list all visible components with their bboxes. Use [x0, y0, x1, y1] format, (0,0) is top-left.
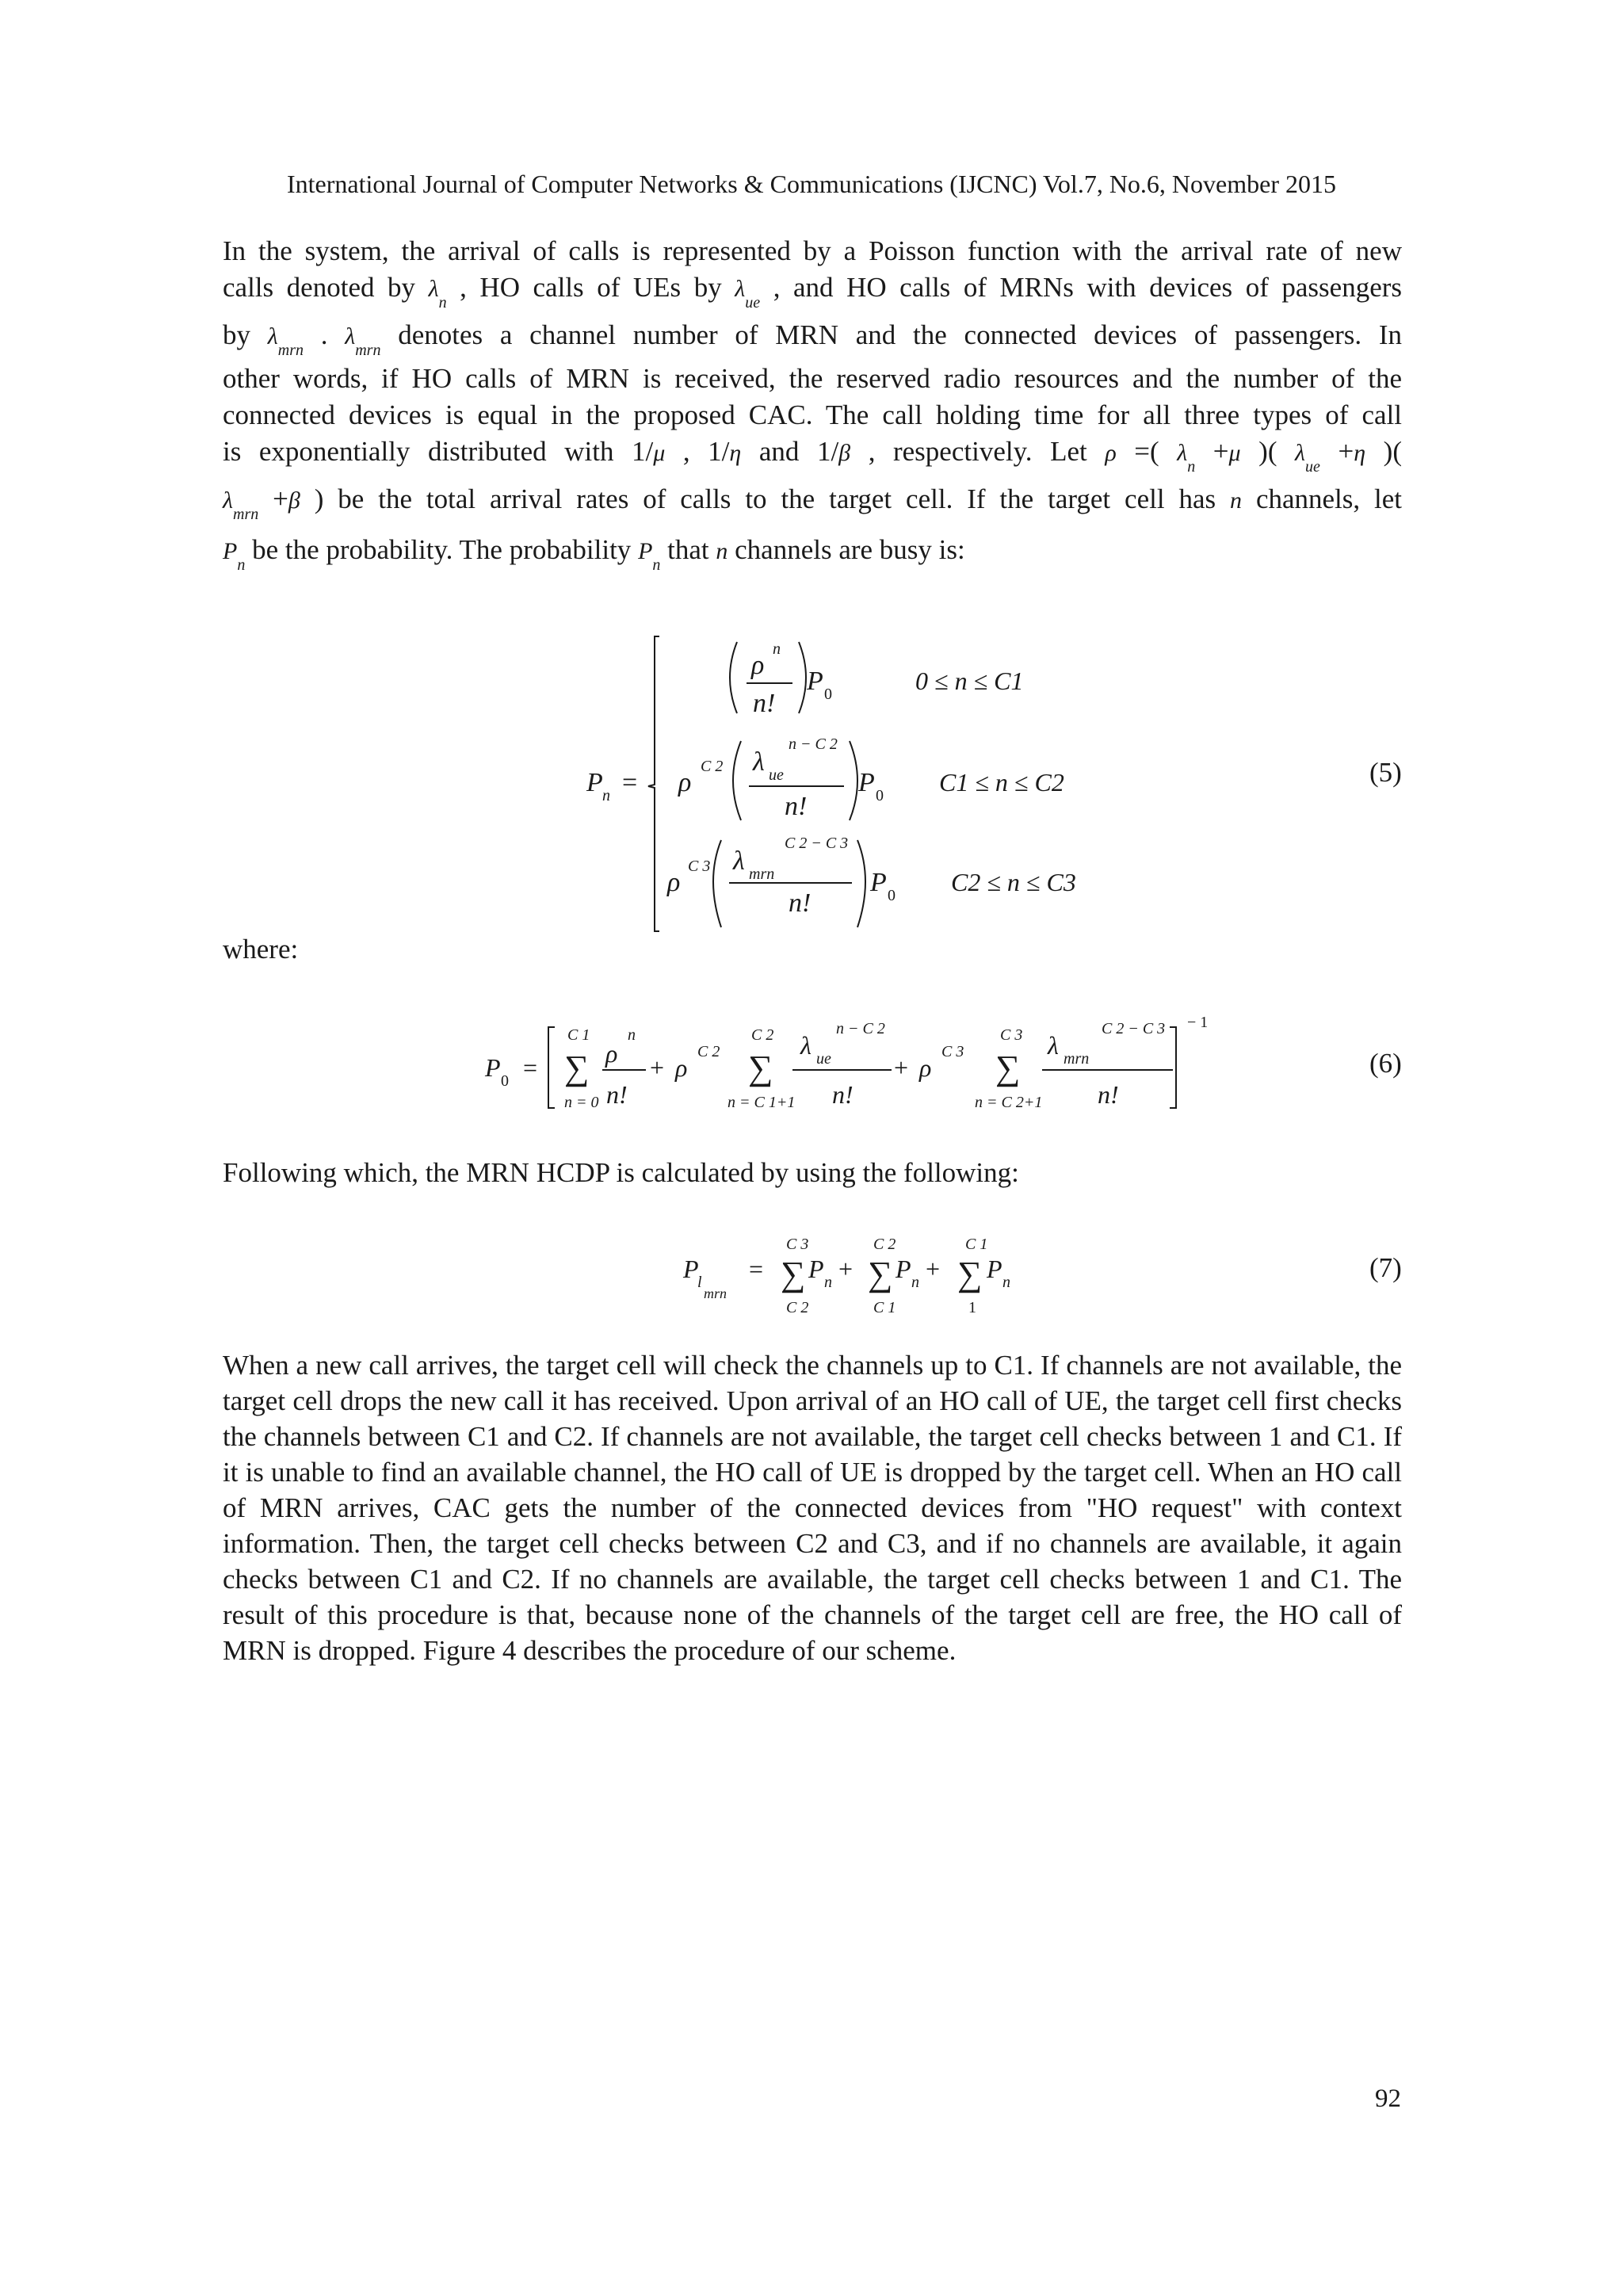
svg-text:=: =: [523, 1053, 538, 1082]
svg-text:mrn: mrn: [749, 865, 775, 883]
journal-header: International Journal of Computer Networks & Communications (IJCNC) Vol.7, No.6, November 2015: [287, 170, 1336, 198]
svg-text:n − C 2: n − C 2: [789, 735, 838, 753]
text-line: is exponentially distributed with 1/μ , 1/η and 1/β , respectively. Let ρ =( $\lambda_n +\mu$ )( $\lambda_{ue} +\eta$ )(: [223, 436, 1402, 476]
paragraph-arrival-model: [223, 233, 1402, 575]
svg-text:n: n: [628, 1026, 636, 1044]
svg-text:n − C 2: n − C 2: [836, 1020, 885, 1037]
equation-7-number: (7): [1369, 1252, 1402, 1283]
svg-text:0: 0: [876, 787, 884, 804]
svg-text:λ: λ: [1048, 1031, 1059, 1060]
svg-text:+: +: [894, 1053, 909, 1082]
svg-text:C 2: C 2: [786, 1299, 809, 1316]
svg-text:ue: ue: [816, 1050, 831, 1068]
svg-text:n: n: [824, 1274, 832, 1291]
condition-1: 0 ≤ n ≤ C1: [915, 667, 1024, 695]
svg-text:n = C 1+1: n = C 1+1: [727, 1094, 796, 1111]
svg-text:λ: λ: [800, 1031, 812, 1060]
svg-text:ρ: ρ: [678, 768, 692, 797]
condition-2: C1 ≤ n ≤ C2: [939, 768, 1064, 797]
svg-text:n!: n!: [753, 689, 776, 718]
text-line: $\lambda_{mrn} +\beta$ ) be the total arrival rates of calls to the target cell. If the target cell has n channels, let: [223, 483, 1403, 523]
svg-text:∑: ∑: [995, 1049, 1021, 1087]
text-line: other words, if HO calls of MRN is received, the reserved radio resources and the number of the: [223, 363, 1402, 394]
svg-text:0: 0: [888, 887, 896, 904]
svg-text:ρ: ρ: [667, 868, 681, 897]
svg-text:1: 1: [968, 1299, 976, 1316]
where-label: where:: [223, 934, 299, 965]
svg-text:n = C 2+1: n = C 2+1: [975, 1094, 1043, 1111]
svg-text:P: P: [683, 1255, 699, 1283]
svg-text:ρ: ρ: [675, 1053, 688, 1082]
svg-text:− 1: − 1: [1187, 1014, 1209, 1031]
svg-text:n: n: [773, 640, 781, 658]
svg-text:P: P: [870, 868, 887, 897]
svg-text:C 3: C 3: [941, 1043, 964, 1060]
svg-text:∑: ∑: [868, 1255, 893, 1293]
svg-text:mrn: mrn: [704, 1286, 727, 1301]
svg-text:n = 0: n = 0: [564, 1094, 599, 1111]
svg-text:n!: n!: [789, 888, 812, 918]
svg-text:l: l: [697, 1274, 702, 1291]
svg-text:ue: ue: [769, 766, 784, 784]
svg-text:=: =: [749, 1255, 764, 1283]
svg-text:ρ: ρ: [751, 651, 765, 680]
page-number: 92: [1375, 2084, 1401, 2113]
svg-text:∑: ∑: [781, 1255, 806, 1293]
svg-text:∑: ∑: [748, 1049, 773, 1087]
svg-text:mrn: mrn: [1064, 1050, 1090, 1068]
svg-text:ρ: ρ: [605, 1039, 618, 1068]
condition-3: C2 ≤ n ≤ C3: [951, 868, 1076, 896]
svg-text:C 2: C 2: [751, 1026, 774, 1044]
following-text: Following which, the MRN HCDP is calculated by using the following:: [223, 1157, 1019, 1188]
svg-text:C 2: C 2: [701, 758, 724, 775]
svg-text:n!: n!: [832, 1080, 854, 1109]
svg-text:C 2 − C 3: C 2 − C 3: [1102, 1020, 1166, 1037]
svg-text:P: P: [808, 1255, 824, 1283]
svg-text:=: =: [622, 768, 638, 797]
svg-text:C 2: C 2: [873, 1236, 896, 1253]
equation-6-number: (6): [1369, 1048, 1402, 1079]
svg-text:n: n: [1002, 1274, 1010, 1291]
svg-text:+: +: [650, 1053, 665, 1082]
svg-text:P: P: [586, 768, 603, 797]
paragraph-procedure: When a new call arrives, the target cell will check the channels up to C1. If channels are not available, the target cell drops the new call it has received. Upon arrival of an HO call of UE, the target cell first checks the channels between C1 and C2. If channels are not available, the target cell checks between 1 and C1. If it is unable to find an available channel, the HO call of UE is dropped by the target cell. When an HO call of MRN arrives, CAC gets the number of the connected devices from "HO request" with context information. Then, the target cell checks between C2 and C3, and if no channels are available, it again checks between C1 and C2. If no channels are available, the target cell checks between 1 and C1. The result of this procedure is that, because none of the channels of the target cell are free, the HO call of MRN is dropped. Figure 4 describes the procedure of our scheme.: [223, 1350, 1402, 1666]
svg-text:λ: λ: [733, 846, 745, 876]
svg-text:C 1: C 1: [965, 1236, 988, 1253]
text-line: connected devices is equal in the proposed CAC. The call holding time for all three types of call: [223, 399, 1402, 430]
svg-text:C 1: C 1: [873, 1299, 896, 1316]
svg-text:ρ: ρ: [919, 1053, 932, 1082]
text-line: calls denoted by $\lambda_n$ , HO calls of UEs by $\lambda_{ue}$ , and HO calls of MRNs with devices of passengers: [223, 272, 1403, 311]
svg-text:C 2: C 2: [697, 1043, 720, 1060]
text-line: $P_n$ be the probability. The probability $P_n$ that n channels are busy is:: [223, 534, 965, 574]
svg-text:C 3: C 3: [786, 1236, 809, 1253]
svg-text:n!: n!: [1098, 1080, 1119, 1109]
svg-text:C 2 − C 3: C 2 − C 3: [785, 835, 849, 852]
svg-text:C 1: C 1: [567, 1026, 590, 1044]
svg-text:C 3: C 3: [1000, 1026, 1023, 1044]
svg-text:C 3: C 3: [688, 858, 711, 875]
svg-text:P: P: [485, 1053, 501, 1082]
svg-text:n!: n!: [785, 792, 808, 821]
equation-5-number: (5): [1369, 757, 1402, 788]
svg-text:0: 0: [824, 686, 832, 703]
svg-text:+: +: [838, 1255, 854, 1283]
svg-text:n!: n!: [606, 1080, 628, 1109]
svg-text:n: n: [602, 787, 610, 804]
svg-text:P: P: [987, 1255, 1002, 1283]
svg-text:n: n: [911, 1274, 919, 1291]
svg-text:P: P: [858, 768, 875, 797]
text-line: by $\lambda_{mrn}$ . $\lambda_{mrn}$ denotes a channel number of MRN and the connected devices of passengers. In: [223, 319, 1403, 359]
svg-text:P: P: [896, 1255, 911, 1283]
svg-text:P: P: [807, 667, 823, 696]
svg-text:∑: ∑: [957, 1255, 983, 1293]
svg-text:0: 0: [501, 1072, 509, 1090]
svg-text:+: +: [926, 1255, 941, 1283]
svg-text:λ: λ: [753, 747, 765, 777]
svg-text:∑: ∑: [564, 1049, 590, 1087]
text-line: In the system, the arrival of calls is represented by a Poisson function with the arrival rate of new: [223, 235, 1402, 266]
